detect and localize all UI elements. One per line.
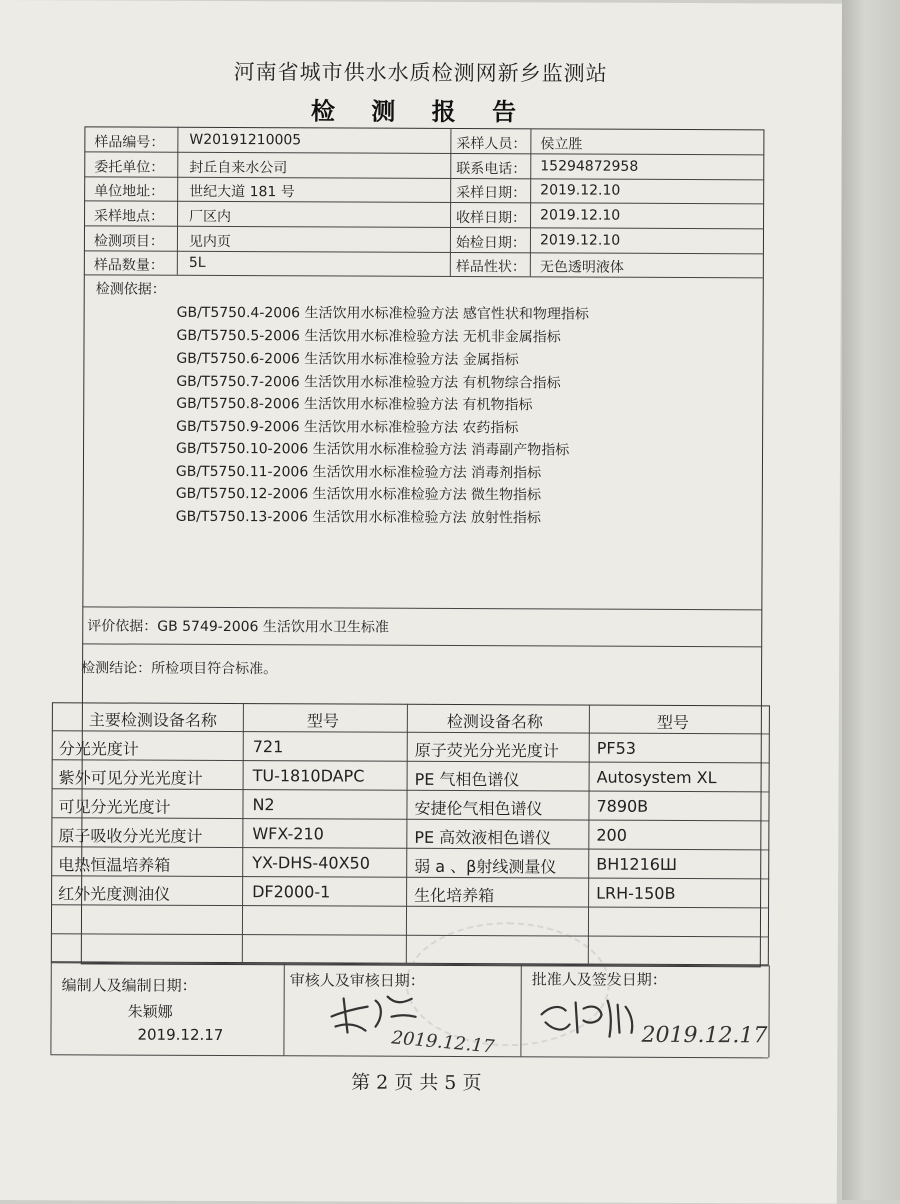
quantity-label: 样品数量： — [93, 257, 164, 274]
page-number: 第 2 页 共 5 页 — [351, 1071, 482, 1095]
items-label: 检测项目： — [93, 233, 164, 250]
table-cell: PE 高效液相色谱仪 — [414, 827, 552, 848]
report-title: 检 测 报 告 — [310, 97, 531, 127]
receive-date-label: 收样日期： — [456, 209, 527, 227]
table-cell: 7890B — [596, 796, 649, 816]
table-cell: 安捷伦气相色谱仪 — [414, 798, 543, 819]
table-cell: 可见分光光度计 — [58, 797, 171, 817]
table-cell: YX-DHS-40X50 — [252, 853, 370, 873]
table-cell: PF53 — [596, 738, 637, 758]
reviewer-date-handwritten: 2019.12.17 — [390, 1027, 496, 1058]
standard-item: GB/T5750.10-2006 生活饮用水标准检验方法 消毒副产物指标 — [176, 440, 570, 459]
table-cell: 原子吸收分光光度计 — [58, 826, 203, 846]
phone-value: 15294872958 — [540, 158, 639, 175]
sample-no-value: W20191210005 — [189, 131, 302, 149]
approved-label: 批准人及签发日期： — [531, 970, 667, 989]
table-cell: 紫外可见分光光度计 — [58, 768, 203, 788]
sample-date-label: 采样日期： — [456, 184, 527, 202]
prepared-name: 朱颖娜 — [127, 1002, 173, 1021]
prepared-date: 2019.12.17 — [137, 1025, 224, 1044]
sampler-value: 侯立胜 — [540, 136, 583, 153]
standard-item: GB/T5750.9-2006 生活饮用水标准检验方法 农药指标 — [176, 418, 519, 437]
table-cell: LRH-150B — [596, 883, 676, 903]
standard-item: GB/T5750.11-2006 生活饮用水标准检验方法 消毒剂指标 — [175, 463, 542, 482]
address-label: 单位地址： — [94, 183, 165, 200]
client-label: 委托单位： — [94, 159, 165, 176]
standard-item: GB/T5750.4-2006 生活饮用水标准检验方法 感官性状和物理指标 — [176, 304, 589, 323]
equipment-header-name-2: 检测设备名称 — [446, 711, 543, 732]
equipment-header-model: 型号 — [306, 711, 339, 731]
property-value: 无色透明液体 — [539, 259, 624, 276]
table-cell: WFX-210 — [252, 824, 324, 844]
phone-label: 联系电话： — [456, 160, 527, 178]
table-cell: 红外光度测油仪 — [58, 884, 171, 904]
location-value: 厂区内 — [189, 208, 232, 226]
address-value: 世纪大道 181 号 — [189, 183, 295, 201]
basis-label: 检测依据： — [95, 281, 166, 298]
standard-item: GB/T5750.12-2006 生活饮用水标准检验方法 微生物指标 — [175, 485, 542, 504]
prepared-label: 编制人及编制日期： — [61, 976, 197, 995]
table-cell: 原子荧光分光光度计 — [414, 740, 559, 761]
table-cell: TU-1810DAPC — [252, 766, 365, 786]
table-cell: 生化培养箱 — [414, 885, 495, 906]
equipment-header-name: 主要检测设备名称 — [88, 710, 217, 730]
standard-item: GB/T5750.8-2006 生活饮用水标准检验方法 有机物指标 — [176, 395, 533, 414]
equipment-header-model-2: 型号 — [656, 712, 689, 733]
table-cell: 电热恒温培养箱 — [58, 855, 171, 875]
standard-item: GB/T5750.5-2006 生活饮用水标准检验方法 无机非金属指标 — [176, 327, 561, 346]
approver-signature — [535, 992, 645, 1042]
standard-item: GB/T5750.7-2006 生活饮用水标准检验方法 有机物综合指标 — [176, 373, 561, 392]
table-cell: N2 — [252, 795, 275, 815]
table-cell: 721 — [252, 737, 284, 757]
table-cell: Autosystem XL — [596, 767, 717, 788]
approver-date-handwritten: 2019.12.17 — [641, 1022, 768, 1049]
table-cell: 分光光度计 — [58, 739, 139, 759]
standard-item: GB/T5750.6-2006 生活饮用水标准检验方法 金属指标 — [176, 350, 519, 369]
sampler-label: 采样人员： — [456, 135, 527, 153]
sample-no-label: 样品编号： — [94, 134, 165, 151]
paper-edge-background — [842, 0, 900, 1200]
table-cell: PE 气相色谱仪 — [414, 769, 520, 790]
property-label: 样品性状： — [455, 258, 526, 276]
items-value: 见内页 — [188, 233, 231, 251]
evaluation-basis: 评价依据：GB 5749-2006 生活饮用水卫生标准 — [87, 618, 389, 636]
sample-date-value: 2019.12.10 — [540, 182, 621, 199]
table-cell: 弱 a 、β射线测量仪 — [414, 856, 557, 877]
client-value: 封丘自来水公司 — [189, 159, 288, 177]
quantity-value: 5L — [188, 254, 206, 271]
table-cell: 200 — [596, 825, 627, 845]
table-cell: BH1216Ш — [596, 854, 678, 874]
location-label: 采样地点： — [94, 208, 165, 225]
conclusion: 检测结论：所检项目符合标准。 — [81, 660, 278, 678]
receive-date-value: 2019.12.10 — [540, 207, 621, 224]
standard-item: GB/T5750.13-2006 生活饮用水标准检验方法 放射性指标 — [175, 508, 541, 527]
table-cell: DF2000-1 — [252, 882, 331, 902]
organization-name: 河南省城市供水水质检测网新乡监测站 — [233, 60, 608, 86]
start-date-value: 2019.12.10 — [539, 232, 621, 249]
start-date-label: 始检日期： — [455, 234, 526, 252]
reviewed-label: 审核人及审核日期： — [289, 971, 425, 990]
